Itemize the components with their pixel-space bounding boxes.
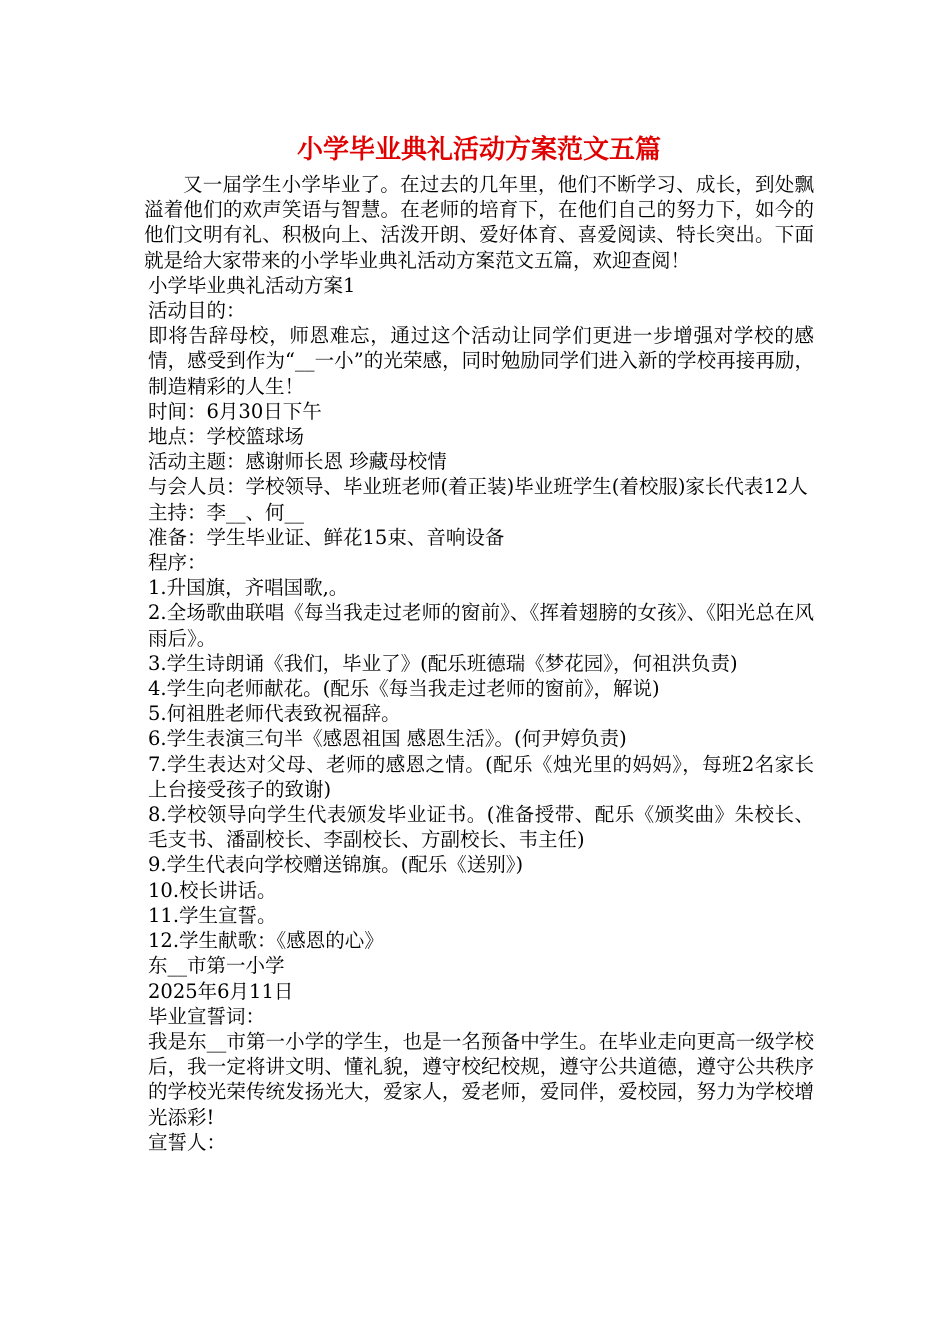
document-title: 小学毕业典礼活动方案范文五篇 (296, 135, 661, 165)
paragraph: 主持：李__、何__ (148, 500, 305, 524)
paragraph: 活动主题：感谢师长恩 珍藏母校情 (148, 450, 447, 474)
paragraph: 程序： (148, 551, 207, 575)
list-item: 4.学生向老师献花。(配乐《每当我走过老师的窗前》，解说) (148, 677, 660, 701)
signature-org: 东__市第一小学 (148, 954, 285, 978)
list-item: 12.学生献歌：《感恩的心》 (148, 929, 384, 953)
section-heading: 毕业宣誓词： (148, 1004, 266, 1028)
list-item: 10.校长讲话。 (148, 878, 277, 902)
paragraph: 活动目的： (148, 299, 246, 323)
list-item: 9.学生代表向学校赠送锦旗。(配乐《送别》) (148, 853, 524, 877)
oath-paragraph: 我是东__市第一小学的学生，也是一名预备中学生。在毕业走向更高一级学校后，我一定将讲文明、懂礼貌，遵守校纪校规，遵守公共道德，遵守公共秩序的学校光荣传统发扬光大，爱家人，爱老师，爱同伴，爱校园，努力为学校增光添彩! (148, 1029, 814, 1129)
list-item: 5.何祖胜老师代表致祝福辞。 (148, 702, 401, 726)
list-item: 6.学生表演三句半《感恩祖国 感恩生活》。(何尹婷负责) (148, 727, 627, 751)
paragraph: 时间：6月30日下午 (148, 399, 322, 423)
paragraph: 即将告辞母校，师恩难忘，通过这个活动让同学们更进一步增强对学校的感情，感受到作为“__一小”的光荣感，同时勉励同学们进入新的学校再接再励，制造精彩的人生！ (148, 324, 814, 398)
section-heading: 小学毕业典礼活动方案1 (148, 273, 356, 297)
list-item: 11.学生宣誓。 (148, 903, 277, 927)
list-item: 7.学生表达对父母、老师的感恩之情。(配乐《烛光里的妈妈》，每班2名家长上台接受孩子的致谢) (148, 752, 814, 801)
oath-signer: 宣誓人： (148, 1130, 227, 1154)
signature-date: 2025年6月11日 (148, 979, 294, 1003)
paragraph: 地点：学校篮球场 (148, 425, 305, 449)
paragraph: 与会人员：学校领导、毕业班老师(着正装)毕业班学生(着校服)家长代表12人 (148, 475, 808, 499)
list-item: 3.学生诗朗诵《我们，毕业了》(配乐班德瑞《梦花园》，何祖洪负责) (148, 651, 738, 675)
list-item: 2.全场歌曲联唱《每当我走过老师的窗前》、《挥着翅膀的女孩》、《阳光总在风雨后》。 (148, 601, 814, 650)
document-body (144, 132, 814, 1155)
paragraph: 准备：学生毕业证、鲜花15束、音响设备 (148, 525, 505, 549)
list-item: 8.学校领导向学生代表颁发毕业证书。(准备授带、配乐《颁奖曲》朱校长、毛支书、潘副校长、李副校长、方副校长、韦主任) (148, 803, 814, 852)
list-item: 1.升国旗，齐唱国歌,。 (148, 576, 349, 600)
intro-paragraph: 又一届学生小学毕业了。在过去的几年里，他们不断学习、成长，到处飘溢着他们的欢声笑语与智慧。在老师的培育下，在他们自己的努力下，如今的他们文明有礼、积极向上、活泼开朗、爱好体育、喜爱阅读、特长突出。下面就是给大家带来的小学毕业典礼活动方案范文五篇，欢迎查阅！ (144, 173, 814, 272)
